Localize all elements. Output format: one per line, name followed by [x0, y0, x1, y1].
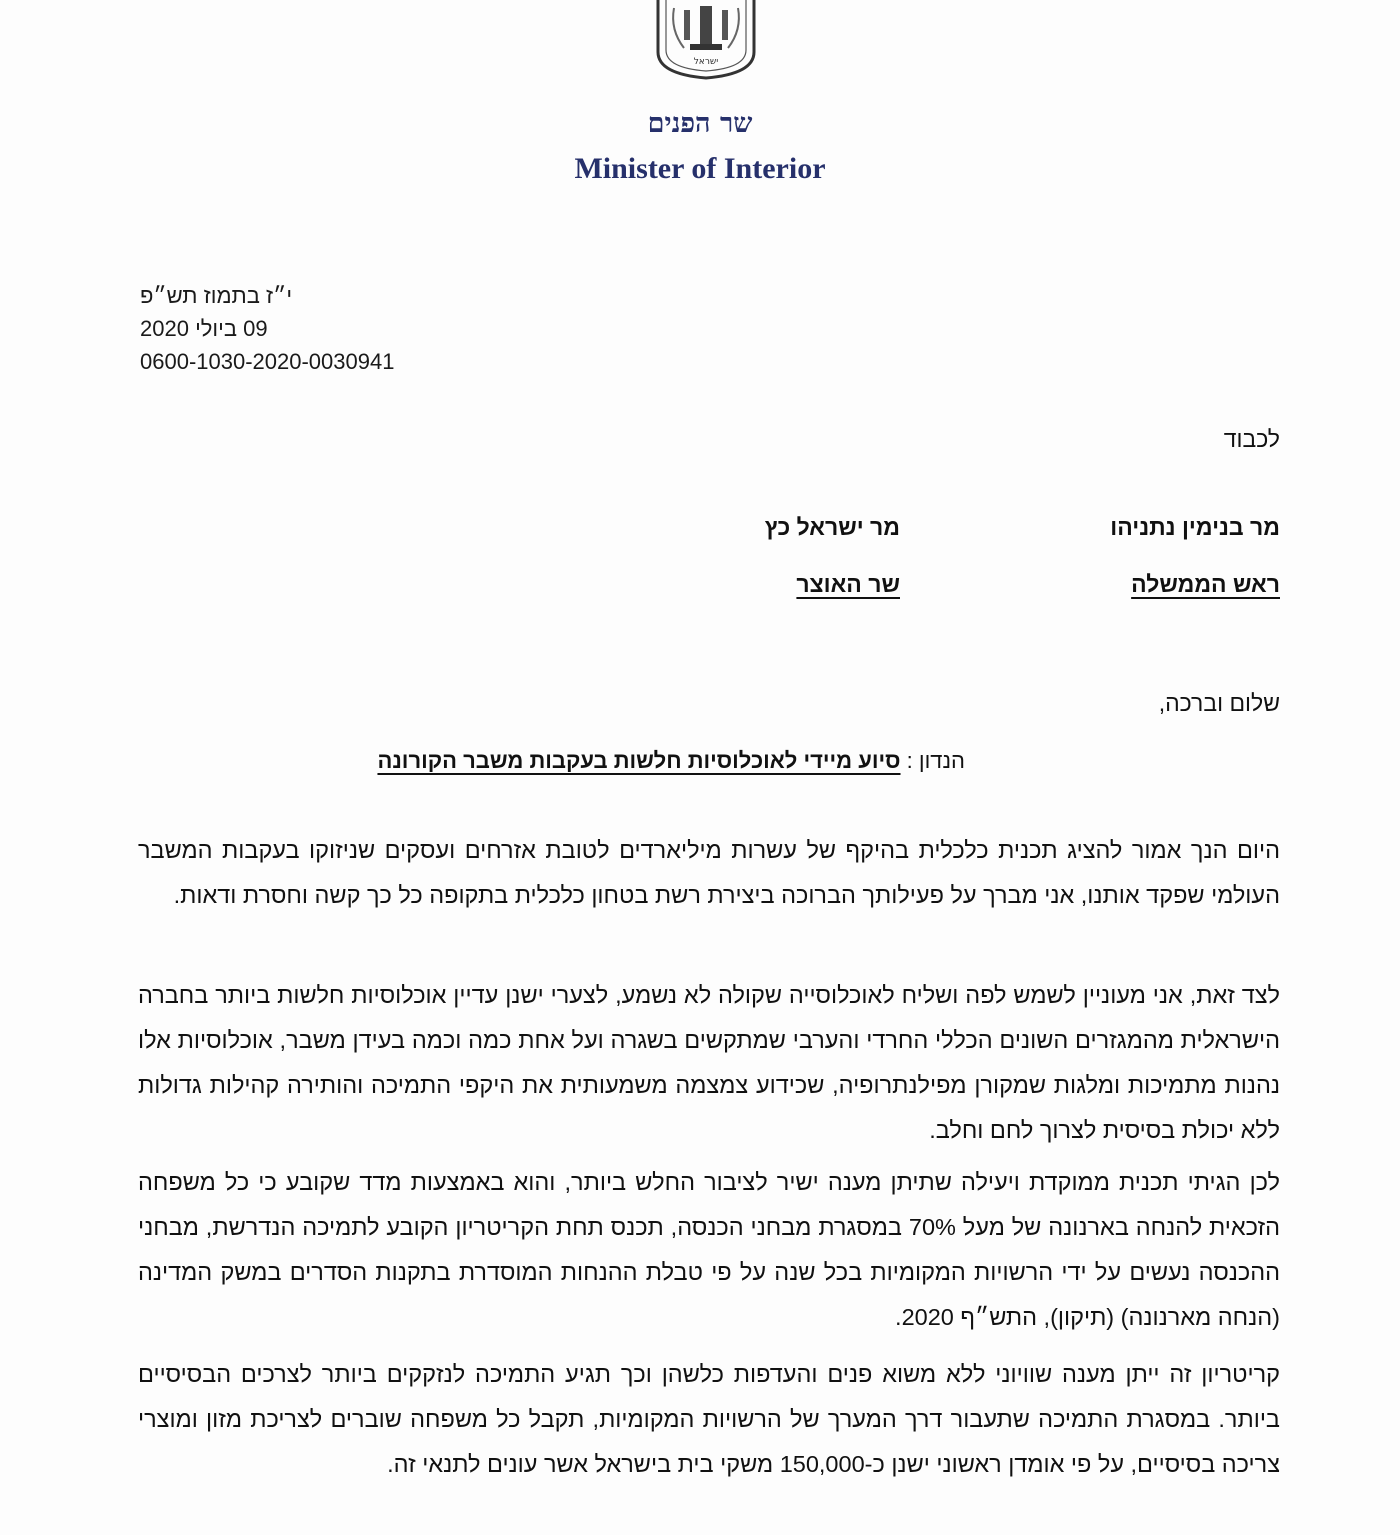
hebrew-date: י״ז בתמוז תש״פ — [140, 283, 293, 308]
subject-line — [377, 748, 965, 774]
recipient-title: שר האוצר — [796, 571, 900, 597]
recipient-title: ראש הממשלה — [1131, 571, 1280, 597]
gregorian-date: 09 ביולי 2020 — [140, 316, 268, 341]
recipient-name: מר בנימין נתניהו — [1110, 514, 1280, 540]
minister-title-hebrew: שר הפנים — [647, 108, 753, 139]
body-paragraph: קריטריון זה ייתן מענה שוויוני ללא משוא פנים והעדפות כלשהן וכך תגיע התמיכה לנזקקים ביותר לצרכים הבסיסיים ביותר. במסגרת התמיכה שתעבור דרך המערך של הרשויות המקומיות, תקבל כל משפחה שוברים לצריכת מזון ומוצרי צריכה בסיסיים, על פי אומדן ראשוני ישנן כ-150,000 משקי בית בישראל אשר עונים לתנאי זה. — [138, 1361, 1280, 1477]
reference-number: 0600-1030-2020-0030941 — [140, 349, 395, 374]
body-paragraph: לכן הגיתי תכנית ממוקדת ויעילה שתיתן מענה ישיר לציבור החלש ביותר, והוא באמצעות מדד שקובע כי כל משפחה הזכאית להנחה בארנונה של מעל 70% במסגרת מבחני הכנסה, תכנס תחת הקריטריון הקובע לתמיכה הנדרשת, מבחני ההכנסה נעשים על ידי הרשויות המקומיות בכל שנה על פי טבלת ההנחות המוסדרת בתקנות הסדרים במשק המדינה (הנחה מארנונה) (תיקון), התש״ף 2020. — [138, 1169, 1281, 1330]
minister-title-english: Minister of Interior — [574, 152, 826, 185]
body-paragraph: לצד זאת, אני מעוניין לשמש לפה ושליח לאוכלוסייה שקולה לא נשמע, לצערי ישנן עדיין אוכלוסיות חלשות ביותר בחברה הישראלית מהמגזרים השונים הכללי החרדי והערבי שמתקשים בשגרה ועל אחת כמה וכמה בעידן משבר, אוכלוסיות אלו נהנות מתמיכות ומלגות שמקורן מפילנתרופיה, שכידוע צמצמה משמעותית את היקפי התמיכה והותירה קהילות גדולות ללא יכולת בסיסית לצרוך לחם וחלב. — [138, 982, 1280, 1143]
emblem-caption: ישראל — [693, 57, 719, 67]
greeting: שלום וברכה, — [1158, 690, 1280, 716]
subject-text: סיוע מיידי לאוכלוסיות חלשות בעקבות משבר הקורונה — [377, 748, 901, 773]
recipient-name: מר ישראל כץ — [764, 514, 900, 540]
state-emblem-icon — [650, 0, 762, 80]
salutation: לכבוד — [1223, 426, 1280, 452]
subject-label: הנדון : — [906, 748, 965, 773]
body-paragraph: היום הנך אמור להציג תכנית כלכלית בהיקף של עשרות מיליארדים לטובת אזרחים ועסקים שניזוקו בעקבות המשבר העולמי שפקד אותנו, אני מברך על פעילותך הברוכה ביצירת רשת בטחון כלכלית בתקופה כל כך קשה וחסרת ודאות. — [138, 837, 1280, 908]
